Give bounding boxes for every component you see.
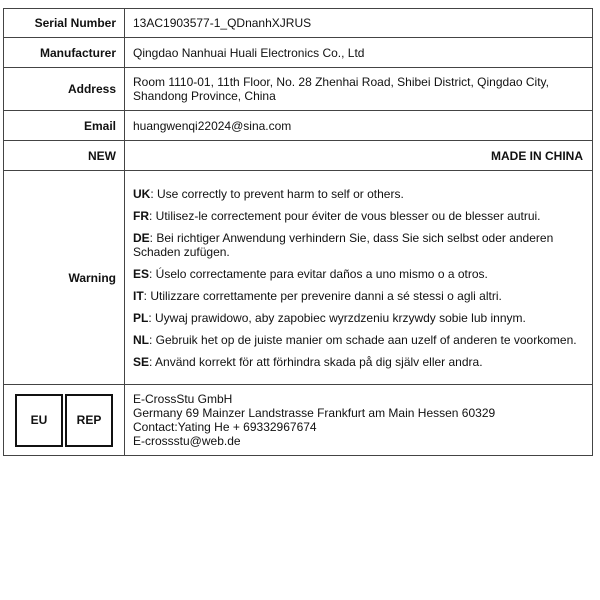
warning-item-fr xyxy=(133,209,583,223)
warning-code: DE xyxy=(133,230,150,245)
warning-code: UK xyxy=(133,186,151,201)
warning-item-uk xyxy=(133,187,583,201)
warning-text: : Úselo correctamente para evitar daños a uno mismo o a otros. xyxy=(149,266,488,281)
made-in-value: MADE IN CHINA xyxy=(125,141,593,171)
warning-code: IT xyxy=(133,288,144,303)
warning-label: Warning xyxy=(4,171,125,385)
warning-item-nl xyxy=(133,333,583,347)
new-row xyxy=(4,141,593,171)
address-line-2: Shandong Province, China xyxy=(133,89,276,103)
address-row xyxy=(4,68,593,111)
eu-badge-box: EU xyxy=(15,394,63,447)
eu-rep-email: E-crossstu@web.de xyxy=(133,434,241,448)
manufacturer-value: Qingdao Nanhuai Huali Electronics Co., Ltd xyxy=(125,38,593,68)
address-label: Address xyxy=(4,68,125,111)
warning-text: : Uywaj prawidowo, aby zapobiec wyrzdzeniu krzywdy sobie lub innym. xyxy=(148,310,526,325)
eu-rep-symbol xyxy=(4,385,125,456)
warning-text: : Använd korrekt för att förhindra skada på dig själv eller andra. xyxy=(149,354,483,369)
email-value: huangwenqi22024@sina.com xyxy=(125,111,593,141)
warning-text: : Utilizzare correttamente per prevenire danni a sé stessi o agli altri. xyxy=(143,288,502,303)
warning-item-de xyxy=(133,231,583,259)
warning-item-es xyxy=(133,267,583,281)
warning-code: FR xyxy=(133,208,149,223)
email-row xyxy=(4,111,593,141)
warning-code: NL xyxy=(133,332,149,347)
new-label: NEW xyxy=(4,141,125,171)
warning-code: PL xyxy=(133,310,149,325)
eu-rep-row xyxy=(4,385,593,456)
product-label-table xyxy=(3,8,593,456)
eu-rep-info xyxy=(125,385,593,456)
manufacturer-row xyxy=(4,38,593,68)
warning-item-it xyxy=(133,289,583,303)
warning-row xyxy=(4,171,593,385)
email-label: Email xyxy=(4,111,125,141)
rep-badge-box: REP xyxy=(65,394,113,447)
warning-text: : Utilisez-le correctement pour éviter de vous blesser ou de blesser autrui. xyxy=(149,208,541,223)
address-line-1: Room 1110-01, 11th Floor, No. 28 Zhenhai Road, Shibei District, Qingdao City, xyxy=(133,75,549,89)
eu-rep-company: E-CrossStu GmbH xyxy=(133,392,233,406)
eu-rep-contact: Contact:Yating He + 69332967674 xyxy=(133,420,317,434)
warning-list xyxy=(125,171,593,385)
serial-number-label: Serial Number xyxy=(4,9,125,38)
warning-text: : Bei richtiger Anwendung verhindern Sie, dass Sie sich selbst oder anderen Schaden zufügen. xyxy=(133,230,554,259)
serial-number-value: 13AC1903577-1_QDnanhXJRUS xyxy=(125,9,593,38)
warning-item-se xyxy=(133,355,583,369)
warning-code: ES xyxy=(133,266,150,281)
eu-rep-badge xyxy=(4,385,124,455)
warning-text: : Use correctly to prevent harm to self or others. xyxy=(150,186,404,201)
eu-rep-address: Germany 69 Mainzer Landstrasse Frankfurt am Main Hessen 60329 xyxy=(133,406,496,420)
serial-number-row xyxy=(4,9,593,38)
manufacturer-label: Manufacturer xyxy=(4,38,125,68)
warning-text: : Gebruik het op de juiste manier om schade aan uzelf of anderen te voorkomen. xyxy=(149,332,577,347)
warning-code: SE xyxy=(133,354,150,369)
address-value xyxy=(125,68,593,111)
warning-item-pl xyxy=(133,311,583,325)
